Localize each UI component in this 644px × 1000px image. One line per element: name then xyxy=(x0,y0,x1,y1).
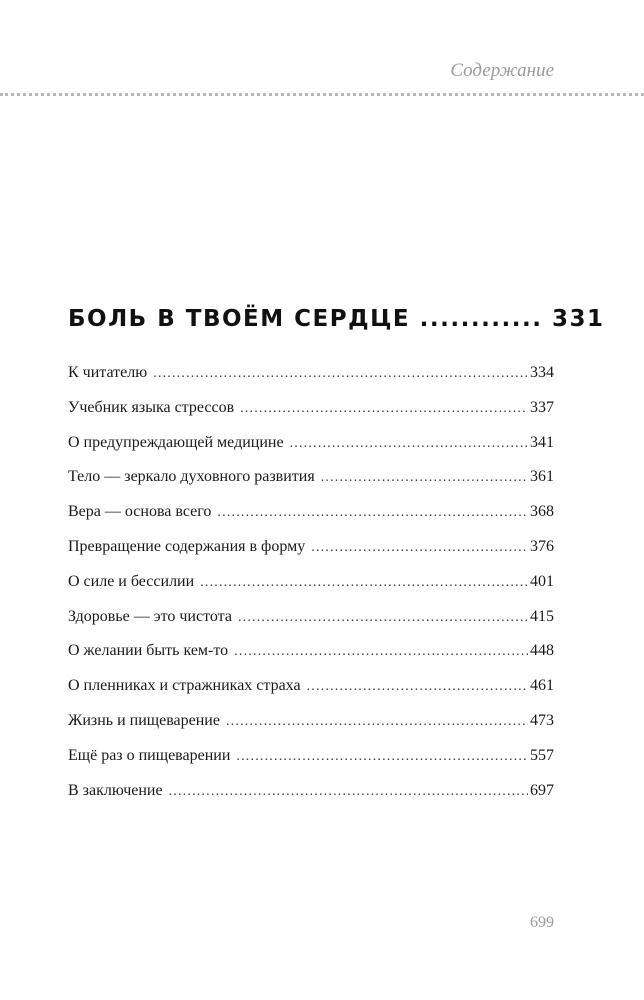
toc-entry-title: Жизнь и пищеварение xyxy=(68,711,220,729)
toc-entry-page: 473 xyxy=(530,711,554,729)
toc-entry-leader xyxy=(321,470,528,486)
toc-entry-title: Здоровье — это чистота xyxy=(68,607,232,625)
toc-entry-page: 461 xyxy=(530,677,554,695)
toc-entry[interactable] xyxy=(68,642,554,677)
toc-entry-page: 337 xyxy=(530,398,554,416)
toc-entry-leader xyxy=(217,505,528,521)
toc-entry[interactable] xyxy=(68,538,554,573)
toc-entry-page: 361 xyxy=(530,468,554,486)
toc-entry-leader xyxy=(236,749,528,765)
toc-entry-page: 341 xyxy=(530,433,554,451)
toc-entry-title: Ещё раз о пищеварении xyxy=(68,746,231,764)
toc-entry-title: К читателю xyxy=(68,364,148,381)
toc-entry-leader xyxy=(200,575,528,591)
section-title-leader: ............ xyxy=(419,306,543,332)
toc-entry-page: 334 xyxy=(530,364,554,381)
toc-entry-leader xyxy=(307,679,528,695)
toc-entry[interactable] xyxy=(68,712,554,747)
toc-entry-leader xyxy=(226,714,528,730)
toc-entry-title: О пленниках и стражниках страха xyxy=(68,677,301,695)
running-header: Содержание xyxy=(450,60,554,81)
toc-entry[interactable] xyxy=(68,399,554,434)
header-dotted-rule xyxy=(0,93,644,96)
toc-entry[interactable] xyxy=(68,364,554,399)
section-title xyxy=(68,306,605,332)
toc-entry[interactable] xyxy=(68,434,554,469)
toc-entry-page: 448 xyxy=(530,642,554,660)
toc-entry[interactable] xyxy=(68,782,554,817)
section-title-text: БОЛЬ В ТВОЁМ СЕРДЦЕ xyxy=(68,306,411,332)
toc-entry-page: 697 xyxy=(530,781,554,799)
toc-entry-title: Учебник языка стрессов xyxy=(68,398,235,416)
toc-entry-leader xyxy=(240,401,528,417)
toc-entry-title: О силе и бессилии xyxy=(68,572,195,590)
toc-entry-page: 376 xyxy=(530,537,554,555)
toc-entry[interactable] xyxy=(68,573,554,608)
toc-entry-title: О желании быть кем-то xyxy=(68,642,229,660)
toc-entry-title: Тело — зеркало духовного развития xyxy=(68,468,315,486)
toc-entry-page: 415 xyxy=(530,607,554,625)
toc-entry[interactable] xyxy=(68,747,554,782)
toc-entry-leader xyxy=(234,644,528,660)
section-title-page: 331 xyxy=(552,306,605,332)
toc-entry-leader xyxy=(169,784,528,800)
toc-entry-leader xyxy=(311,540,528,556)
toc-entry-page: 557 xyxy=(530,746,554,764)
toc-entry-page: 401 xyxy=(530,572,554,590)
toc-entry-leader xyxy=(153,366,528,382)
toc-entry[interactable] xyxy=(68,503,554,538)
toc-entry-title: Вера — основа всего xyxy=(68,503,212,521)
toc-entry-leader xyxy=(238,610,528,626)
toc-entry-title: О предупреждающей медицине xyxy=(68,433,284,451)
toc-entry-leader xyxy=(290,436,528,452)
toc-entry[interactable] xyxy=(68,677,554,712)
table-of-contents xyxy=(68,364,554,816)
toc-entry-title: В заключение xyxy=(68,781,163,799)
toc-entry-title: Превращение содержания в форму xyxy=(68,537,306,555)
toc-entry[interactable] xyxy=(68,468,554,503)
toc-entry[interactable] xyxy=(68,608,554,643)
page-number: 699 xyxy=(530,914,554,931)
toc-entry-page: 368 xyxy=(530,503,554,521)
